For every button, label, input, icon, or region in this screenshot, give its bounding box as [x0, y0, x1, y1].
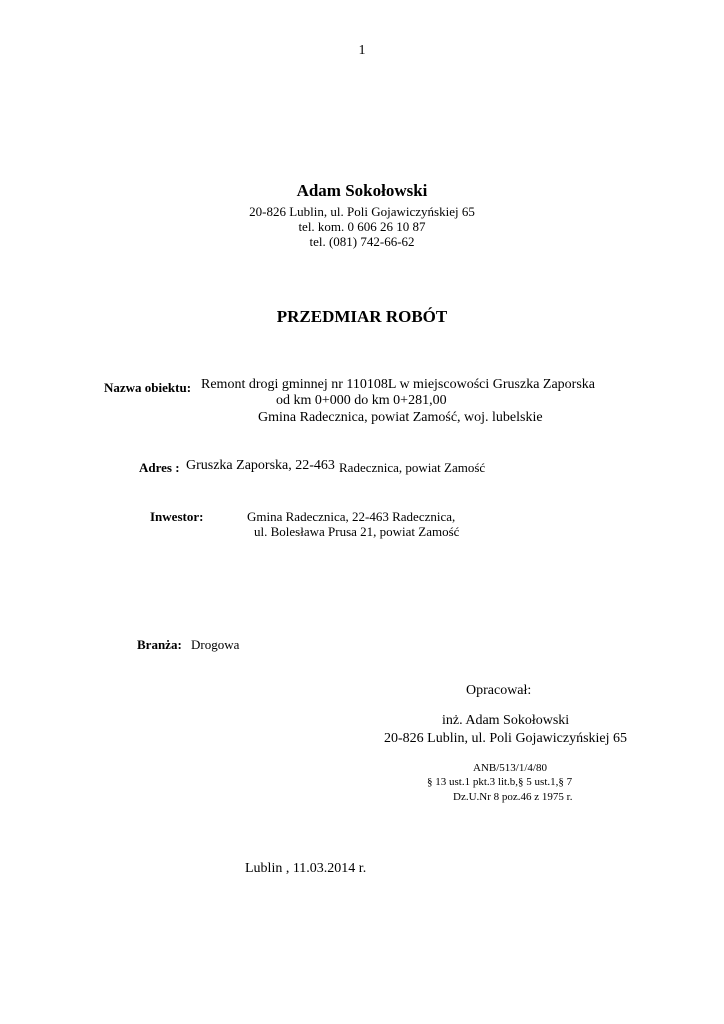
author-address: 20-826 Lublin, ul. Poli Gojawiczyńskiej 65 [249, 204, 475, 219]
object-name-line3: Gmina Radecznica, powiat Zamość, woj. lubelskie [258, 410, 543, 425]
address-value-part2: Radecznica, powiat Zamość [339, 460, 486, 475]
address-label: Adres : [139, 460, 180, 475]
author-phone: tel. (081) 742-66-62 [309, 234, 415, 249]
investor-label: Inwestor: [150, 509, 204, 524]
place-and-date: Lublin , 11.03.2014 r. [245, 861, 367, 876]
license-legal-basis: § 13 ust.1 pkt.3 lit.b,§ 5 ust.1,§ 7 [427, 776, 573, 788]
prepared-by-address: 20-826 Lublin, ul. Poli Gojawiczyńskiej 65 [384, 731, 628, 746]
object-name-line2: od km 0+000 do km 0+281,00 [276, 393, 447, 408]
license-journal-ref: Dz.U.Nr 8 poz.46 z 1975 r. [453, 791, 573, 803]
document-title: PRZEDMIAR ROBÓT [276, 307, 448, 326]
investor-line2: ul. Bolesława Prusa 21, powiat Zamość [254, 524, 460, 539]
license-number: ANB/513/1/4/80 [473, 762, 547, 774]
prepared-by-label: Opracował: [466, 683, 532, 698]
author-name: Adam Sokołowski [296, 181, 428, 200]
prepared-by-name: inż. Adam Sokołowski [442, 713, 570, 728]
branch-label: Branża: [137, 637, 182, 652]
investor-line1: Gmina Radecznica, 22-463 Radecznica, [247, 509, 456, 524]
address-value-part1: Gruszka Zaporska, 22-463 [186, 458, 335, 473]
author-mobile: tel. kom. 0 606 26 10 87 [298, 219, 426, 234]
object-name-label: Nazwa obiektu: [104, 380, 192, 395]
page-number: 1 [358, 43, 366, 58]
branch-value: Drogowa [191, 637, 240, 652]
object-name-line1: Remont drogi gminnej nr 110108L w miejscowości Gruszka Zaporska [201, 377, 595, 392]
